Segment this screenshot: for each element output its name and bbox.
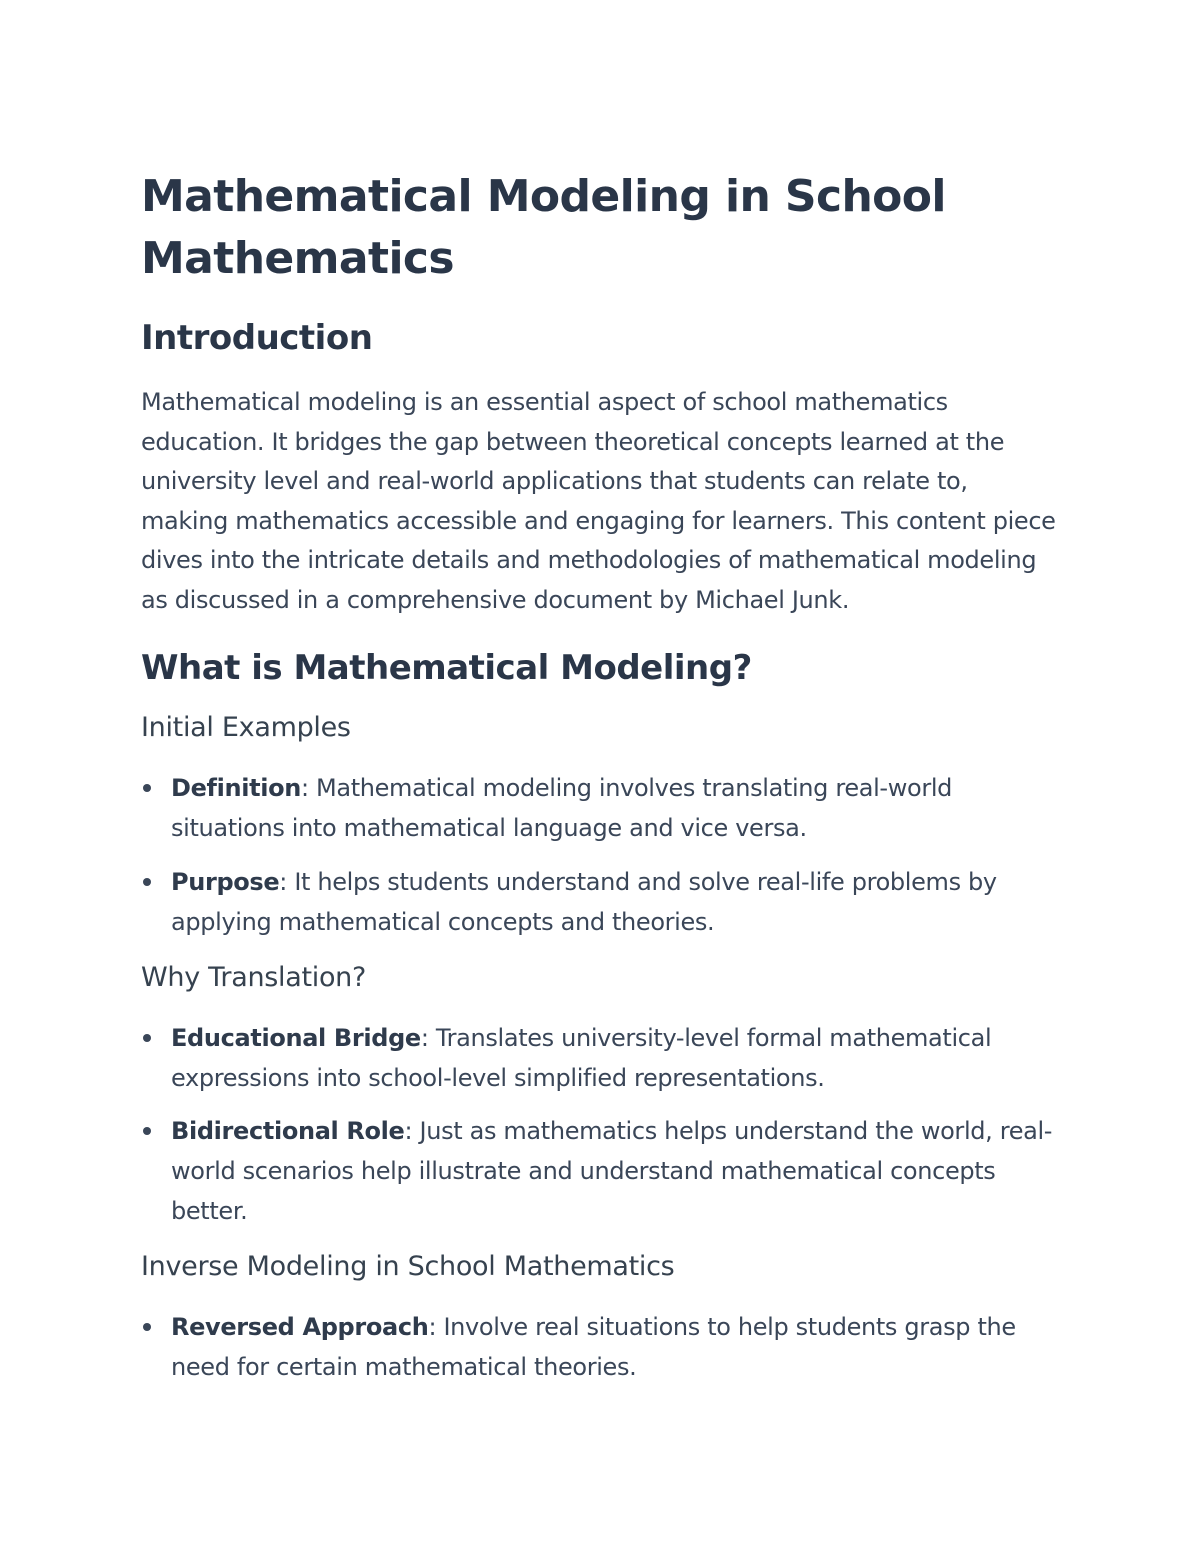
document-title: Mathematical Modeling in School Mathematics (141, 171, 946, 284)
item-text: Involve real situations to help students grasp the need for certain mathematical theories. (171, 1313, 1016, 1381)
bullet-icon (143, 1323, 151, 1331)
bullet-icon (143, 878, 151, 886)
item-text: It helps students understand and solve real-life problems by applying mathematical concepts and theories. (171, 868, 997, 936)
item-text: Just as mathematics helps understand the world, real-world scenarios help illustrate and understand mathematical concepts better. (171, 1117, 1053, 1225)
initial-examples-list (141, 768, 1061, 942)
item-term: Purpose (171, 868, 280, 896)
item-term: Reversed Approach (171, 1313, 429, 1341)
why-translation-heading: Why Translation? (141, 962, 367, 993)
document-page (141, 166, 1061, 1387)
item-term: Bidirectional Role (171, 1117, 405, 1145)
what-is-heading: What is Mathematical Modeling? (141, 648, 752, 688)
list-item-purpose: Purpose: It helps students understand and solve real-life problems by applying mathematical concepts and theories. (141, 862, 1061, 942)
inverse-modeling-heading: Inverse Modeling in School Mathematics (141, 1251, 675, 1282)
item-text: Translates university-level formal mathematical expressions into school-level simplified representations. (171, 1024, 992, 1092)
why-translation-list (141, 1018, 1061, 1231)
item-term: Educational Bridge (171, 1024, 421, 1052)
introduction-paragraph: Mathematical modeling is an essential aspect of school mathematics education. It bridges the gap between theoretical concepts learned at the university level and real-world applications that students can relate to, making mathematics accessible and engaging for learners. This content piece dives into the intricate details and methodologies of mathematical modeling as discussed in a comprehensive document by Michael Junk. (141, 388, 1056, 614)
initial-examples-heading: Initial Examples (141, 712, 351, 743)
bullet-icon (143, 1127, 151, 1135)
item-term: Definition (171, 774, 301, 802)
item-text: Mathematical modeling involves translating real-world situations into mathematical language and vice versa. (171, 774, 953, 842)
list-item-bidirectional-role: Bidirectional Role: Just as mathematics helps understand the world, real-world scenarios help illustrate and understand mathematical concepts better. (141, 1111, 1061, 1231)
inverse-modeling-list (141, 1307, 1061, 1387)
list-item-reversed-approach: Reversed Approach: Involve real situations to help students grasp the need for certain mathematical theories. (141, 1307, 1061, 1387)
list-item-definition: Definition: Mathematical modeling involves translating real-world situations into mathematical language and vice versa. (141, 768, 1061, 848)
introduction-heading: Introduction (141, 318, 373, 358)
bullet-icon (143, 1034, 151, 1042)
bullet-icon (143, 784, 151, 792)
list-item-educational-bridge: Educational Bridge: Translates university-level formal mathematical expressions into school-level simplified representations. (141, 1018, 1061, 1098)
